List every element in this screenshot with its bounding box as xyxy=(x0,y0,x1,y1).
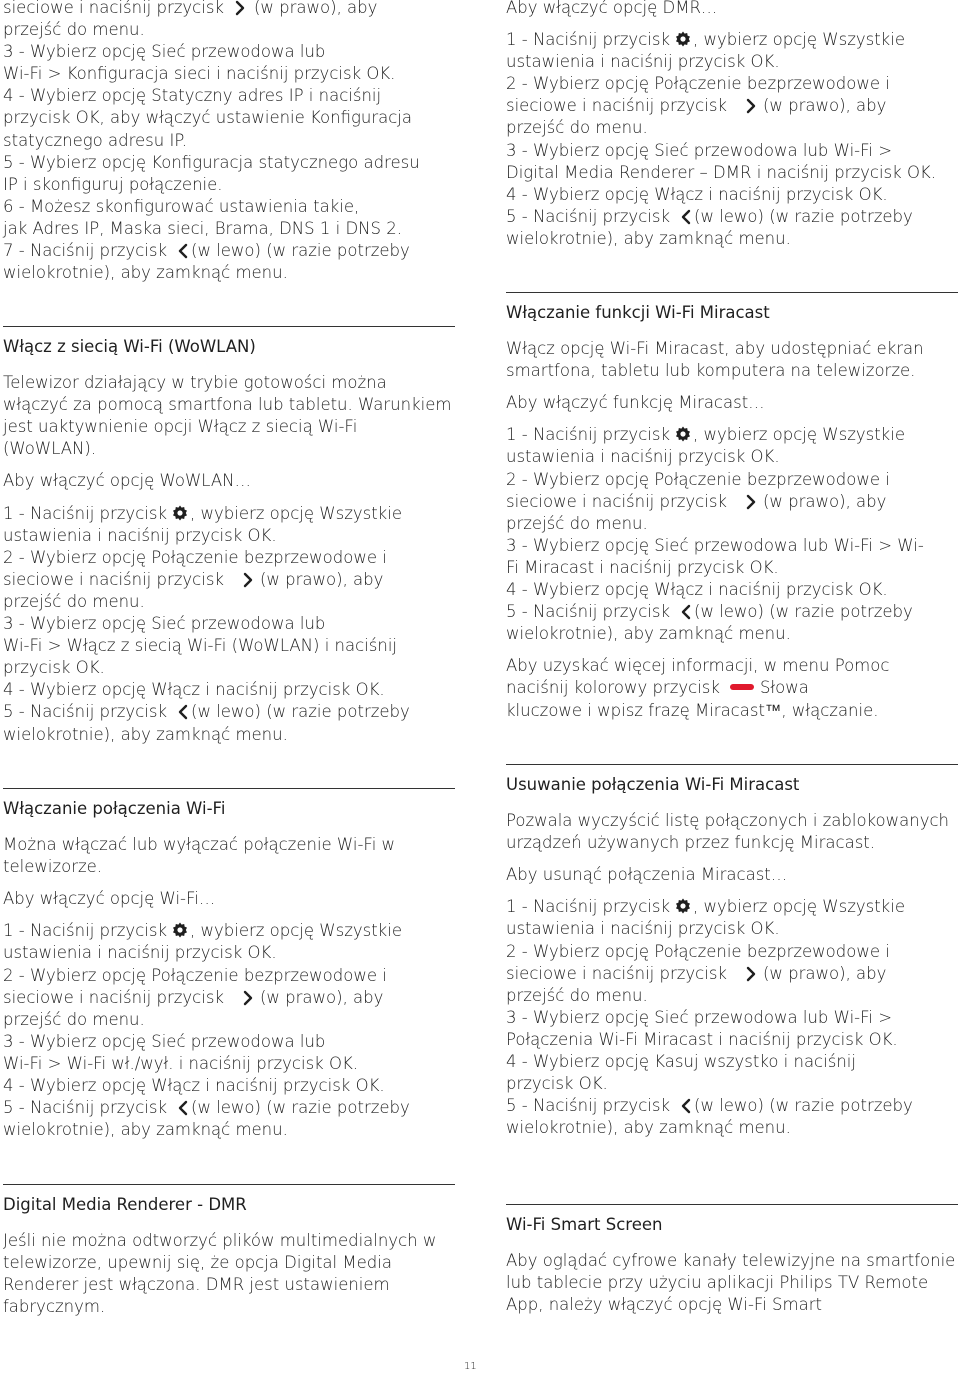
chevron-left-icon xyxy=(680,1098,692,1114)
step-text: przejść do menu. xyxy=(506,513,648,533)
step-text: 5 - Naciśnij przycisk (w lewo) (w razie potrzeby xyxy=(506,1096,913,1116)
step-text: 3 - Wybierz opcję Sieć przewodowa lub Wi-Fi > xyxy=(506,140,893,160)
step-text: przejść do menu. xyxy=(3,20,145,40)
step-text: przycisk OK, aby włączyć ustawienie Konfiguracja xyxy=(3,108,413,128)
step-text: sieciowe i naciśnij przycisk (w prawo), aby xyxy=(3,0,378,17)
step-text: przejść do menu. xyxy=(3,591,145,611)
step-text: 4 - Wybierz opcję Kasuj wszystko i naciśnij xyxy=(506,1052,856,1072)
step-text: IP i skonfiguruj połączenie. xyxy=(3,174,223,194)
step-text: ustawienia i naciśnij przycisk OK. xyxy=(506,447,780,467)
paragraph: Jeśli nie można odtworzyć plików multimedialnych w telewizorze, upewnij się, że opcja Digital Media Renderer jest włączona. DMR jest ustawieniem fabrycznym. xyxy=(3,1231,437,1317)
step-text: 1 - Naciśnij przycisk , wybierz opcję Wszystkie xyxy=(506,425,905,445)
step-text: 5 - Naciśnij przycisk (w lewo) (w razie potrzeby xyxy=(506,602,913,622)
chevron-left-icon xyxy=(177,1100,189,1116)
step-text: Wi-Fi > Wi-Fi wł./wył. i naciśnij przycisk OK. xyxy=(3,1053,359,1073)
page-number: 11 xyxy=(464,1361,477,1372)
step-text: wielokrotnie), aby zamknąć menu. xyxy=(506,228,791,248)
chevron-left-icon xyxy=(680,604,692,620)
step-text: 4 - Wybierz opcję Włącz i naciśnij przycisk OK. xyxy=(3,1076,385,1096)
step-text: 3 - Wybierz opcję Sieć przewodowa lub xyxy=(3,1031,326,1051)
step-text: 1 - Naciśnij przycisk , wybierz opcję Wszystkie xyxy=(3,503,402,523)
step-text: ustawienia i naciśnij przycisk OK. xyxy=(3,943,277,963)
paragraph: Włącz opcję Wi-Fi Miracast, aby udostępniać ekran smartfona, tabletu lub komputera na telewizorze. xyxy=(506,339,924,381)
step-text: 5 - Naciśnij przycisk (w lewo) (w razie potrzeby xyxy=(3,702,410,722)
section-heading: Włącz z siecią Wi-Fi (WoWLAN) xyxy=(3,326,455,358)
step-text: 4 - Wybierz opcję Włącz i naciśnij przycisk OK. xyxy=(506,184,888,204)
step-text: przejść do menu. xyxy=(506,118,648,138)
step-text: sieciowe i naciśnij przycisk (w prawo), aby xyxy=(506,963,887,983)
paragraph: Aby włączyć funkcję Miracast… xyxy=(506,393,765,413)
section-heading: Wi-Fi Smart Screen xyxy=(506,1204,958,1236)
step-text: przycisk OK. xyxy=(506,1074,608,1094)
section-wifi-on xyxy=(3,788,455,1141)
paragraph: Aby włączyć opcję DMR… xyxy=(506,0,718,17)
step-text: wielokrotnie), aby zamknąć menu. xyxy=(506,624,791,644)
dmr-steps xyxy=(506,0,958,250)
step-text: 2 - Wybierz opcję Połączenie bezprzewodowe i xyxy=(3,547,387,567)
step-text: 5 - Wybierz opcję Konfiguracja statycznego adresu xyxy=(3,152,420,172)
gear-icon xyxy=(674,897,692,915)
step-text: sieciowe i naciśnij przycisk (w prawo), aby xyxy=(506,96,887,116)
step-text: jak Adres IP, Maska sieci, Brama, DNS 1 i DNS 2. xyxy=(3,218,402,238)
chevron-left-icon xyxy=(680,209,692,225)
paragraph: Telewizor działający w trybie gotowości można włączyć za pomocą smartfona lub tabletu. Warunkiem jest uaktywnienie opcji Włącz z siecią Wi-Fi (WoWLAN). xyxy=(3,373,452,459)
step-text: 7 - Naciśnij przycisk (w lewo) (w razie potrzeby xyxy=(3,241,410,261)
section-heading: Włączanie połączenia Wi-Fi xyxy=(3,788,455,820)
paragraph: Aby włączyć opcję WoWLAN… xyxy=(3,471,251,491)
paragraph: Można włączać lub wyłączać połączenie Wi-Fi w telewizorze. xyxy=(3,835,396,877)
step-text: ustawienia i naciśnij przycisk OK. xyxy=(506,52,780,72)
step-text: 1 - Naciśnij przycisk , wybierz opcję Wszystkie xyxy=(3,921,402,941)
help-text: kluczowe i wpisz frazę Miracast™, włączanie. xyxy=(506,700,879,720)
step-text: 2 - Wybierz opcję Połączenie bezprzewodowe i xyxy=(506,469,890,489)
chevron-left-icon xyxy=(177,704,189,720)
step-text: 4 - Wybierz opcję Statyczny adres IP i naciśnij xyxy=(3,86,382,106)
chevron-left-icon xyxy=(177,243,189,259)
step-text: 3 - Wybierz opcję Sieć przewodowa lub Wi-Fi > xyxy=(506,1007,893,1027)
step-text: wielokrotnie), aby zamknąć menu. xyxy=(3,1120,288,1140)
step-text: 5 - Naciśnij przycisk (w lewo) (w razie potrzeby xyxy=(506,206,913,226)
gear-icon xyxy=(171,921,189,939)
step-text: 2 - Wybierz opcję Połączenie bezprzewodowe i xyxy=(506,941,890,961)
step-text: ustawienia i naciśnij przycisk OK. xyxy=(506,919,780,939)
step-text: 6 - Możesz skonfigurować ustawienia takie, xyxy=(3,196,360,216)
paragraph: Aby usunąć połączenia Miracast… xyxy=(506,865,788,885)
chevron-right-icon xyxy=(745,98,757,114)
step-text: 1 - Naciśnij przycisk , wybierz opcję Wszystkie xyxy=(506,30,905,50)
step-text: 1 - Naciśnij przycisk , wybierz opcję Wszystkie xyxy=(506,897,905,917)
step-text: przejść do menu. xyxy=(506,985,648,1005)
help-text: naciśnij kolorowy przycisk Słowa xyxy=(506,678,809,698)
step-text: 2 - Wybierz opcję Połączenie bezprzewodowe i xyxy=(3,965,387,985)
step-text: Wi-Fi > Włącz z siecią Wi-Fi (WoWLAN) i naciśnij xyxy=(3,636,397,656)
step-text: Połączenia Wi-Fi Miracast i naciśnij przycisk OK. xyxy=(506,1029,898,1049)
paragraph: Aby oglądać cyfrowe kanały telewizyjne na smartfonie lub tablecie przy użyciu aplikacji Philips TV Remote App, należy włączyć opcję Wi-Fi Smart xyxy=(506,1251,956,1315)
step-text: przycisk OK. xyxy=(3,658,105,678)
gear-icon xyxy=(171,504,189,522)
step-text: 3 - Wybierz opcję Sieć przewodowa lub Wi-Fi > Wi- xyxy=(506,535,924,555)
step-text: ustawienia i naciśnij przycisk OK. xyxy=(3,525,277,545)
chevron-right-icon xyxy=(745,494,757,510)
section-miracast-remove xyxy=(506,764,958,1139)
section-heading: Usuwanie połączenia Wi-Fi Miracast xyxy=(506,764,958,796)
static-ip-steps xyxy=(3,0,455,284)
section-heading: Włączanie funkcji Wi-Fi Miracast xyxy=(506,292,958,324)
chevron-right-icon xyxy=(242,990,254,1006)
step-text: 4 - Wybierz opcję Włącz i naciśnij przycisk OK. xyxy=(506,580,888,600)
gear-icon xyxy=(674,30,692,48)
step-text: 3 - Wybierz opcję Sieć przewodowa lub xyxy=(3,614,326,634)
step-text: 5 - Naciśnij przycisk (w lewo) (w razie potrzeby xyxy=(3,1098,410,1118)
paragraph: Pozwala wyczyścić listę połączonych i zablokowanych urządzeń używanych przez funkcję Miracast. xyxy=(506,811,949,853)
step-text: wielokrotnie), aby zamknąć menu. xyxy=(506,1118,791,1138)
section-heading: Digital Media Renderer - DMR xyxy=(3,1184,455,1216)
chevron-right-icon xyxy=(745,966,757,982)
step-text: wielokrotnie), aby zamknąć menu. xyxy=(3,263,288,283)
step-text: sieciowe i naciśnij przycisk (w prawo), aby xyxy=(3,987,384,1007)
step-text: Fi Miracast i naciśnij przycisk OK. xyxy=(506,557,779,577)
red-color-key-icon xyxy=(730,684,754,690)
step-text: sieciowe i naciśnij przycisk (w prawo), aby xyxy=(3,569,384,589)
help-text: Aby uzyskać więcej informacji, w menu Pomoc xyxy=(506,656,890,676)
section-wifi-smart-screen xyxy=(506,1204,958,1326)
paragraph: Aby włączyć opcję Wi-Fi… xyxy=(3,889,216,909)
step-text: Digital Media Renderer – DMR i naciśnij przycisk OK. xyxy=(506,162,936,182)
step-text: Wi-Fi > Konfiguracja sieci i naciśnij przycisk OK. xyxy=(3,64,396,84)
step-text: 2 - Wybierz opcję Połączenie bezprzewodowe i xyxy=(506,74,890,94)
step-text: 3 - Wybierz opcję Sieć przewodowa lub xyxy=(3,42,326,62)
step-text: sieciowe i naciśnij przycisk (w prawo), aby xyxy=(506,491,887,511)
section-wowlan xyxy=(3,326,455,746)
step-text: 4 - Wybierz opcję Włącz i naciśnij przycisk OK. xyxy=(3,680,385,700)
section-dmr xyxy=(3,1184,455,1328)
chevron-right-icon xyxy=(242,572,254,588)
gear-icon xyxy=(674,425,692,443)
step-text: statycznego adresu IP. xyxy=(3,130,187,150)
step-text: wielokrotnie), aby zamknąć menu. xyxy=(3,724,288,744)
section-miracast xyxy=(506,292,958,722)
step-text: przejść do menu. xyxy=(3,1009,145,1029)
chevron-right-icon xyxy=(234,0,246,16)
